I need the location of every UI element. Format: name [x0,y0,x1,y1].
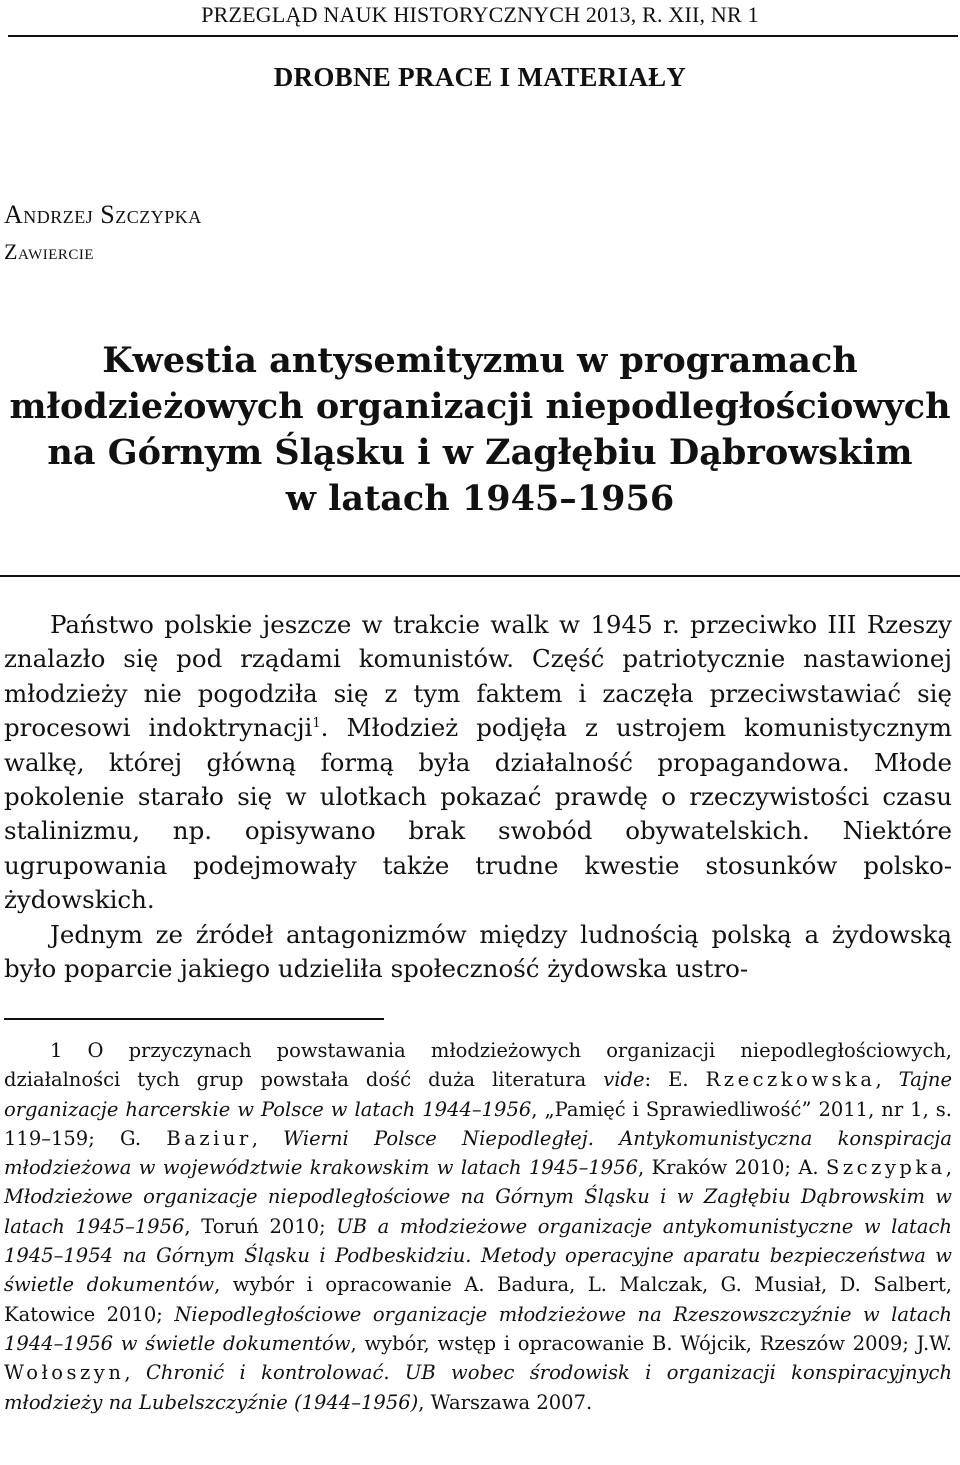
footnote-work-title: Młodzieżowe organizacje niepodległościowe na Górnym Śląsku i w Zagłębiu Dąbrowskim w latach 1945–1956 [4,1185,952,1238]
article-title-line: na Górnym Śląsku i w Zagłębiu Dąbrowskim [47,432,913,473]
footnote-number: 1 [50,1039,63,1062]
footnote-text: , „Pamięć i Sprawiedliwość” 2011, nr 1, s. 119–159; G. [4,1097,952,1150]
footnote-divider [4,1018,384,1020]
footnote-text: , Toruń 2010; [184,1214,337,1238]
footnote-italic: vide [603,1068,645,1092]
footnote-text: : E. [644,1068,706,1092]
article-title-line: Kwestia antysemityzmu w programach [102,340,858,381]
footnote-text: , Warszawa 2007. [418,1390,593,1414]
footnote-author: Baziur [166,1126,252,1150]
footnote-text: , Kraków 2010; A. [638,1156,827,1180]
footnote-text: O przyczynach powstawania młodzieżowych organizacji niepodległościowych, działalności tych grup powstała dość duża literatura [4,1039,952,1092]
title-divider [0,575,960,577]
footnote-work-title: Tajne organizacje harcerskie w Polsce w latach 1944–1956 [4,1068,952,1121]
footnote-reference[interactable]: 1 [312,716,321,732]
article-body [4,608,952,986]
footnote-text: , [251,1126,284,1150]
header-divider [8,35,958,37]
footnote-text: , [945,1156,952,1180]
body-text-segment: Państwo polskie jeszcze w trakcie walk w 1945 r. przeciwko III Rzeszy znalazło się pod rządami komunistów. Część patriotycznie nastawionej młodzieży nie pogodziła się z tym faktem i zaczęła przeciwstawiać się procesowi indoktrynacji [4,610,952,743]
footnote-work-title: Niepodległościowe organizacje młodzieżowe na Rzeszowszczyźnie w latach 1944–1956 w świetle dokumentów [4,1302,952,1355]
footnote-work-title: UB a młodzieżowe organizacje antykomunistyczne w latach 1945–1954 na Górnym Śląsku i Podbeskidziu. Metody operacyjne aparatu bezpieczeństwa w świetle dokumentów [4,1214,952,1297]
footnote-work-title: Wierni Polsce Niepodległej. Antykomunistyczna konspiracja młodzieżowa w województwie krakowskim w latach 1945–1956 [4,1126,952,1180]
footnote-author: Wołoszyn [4,1361,125,1385]
author-affiliation: Zawiercie [4,239,95,264]
footnote-text: , wybór, wstęp i opracowanie B. Wójcik, Rzeszów 2009; J.W. [350,1331,952,1355]
footnote-text: , [875,1068,899,1092]
footnote-author: Szczypka [826,1156,946,1180]
running-head: PRZEGLĄD NAUK HISTORYCZNYCH 2013, R. XII, NR 1 [201,2,759,27]
body-text-segment: . Młodzież podjęła z ustrojem komunistycznym walkę, której główną formą była działalność propagandowa. Młode pokolenie starało się w ulotkach pokazać prawdę o rzeczywistości czasu stalinizmu, np. opisywano brak swobód obywatelskich. Niektóre ugrupowania podejmowały także trudne kwestie stosunków polsko-żydowskich. [4,713,952,915]
article-title-line: w latach 1945–1956 [285,478,675,519]
body-paragraph: Jednym ze źródeł antagonizmów między ludnością polską a żydowską było poparcie jakiego udzieliła społeczność żydowska ustro- [4,919,952,984]
footnote [4,1036,952,1417]
section-title: DROBNE PRACE I MATERIAŁY [273,62,687,92]
footnote-text: , wybór i opracowanie A. Badura, L. Malczak, G. Musiał, D. Salbert, Katowice 2010; [4,1273,952,1326]
article-title [0,338,960,522]
footnote-author: Rzeczkowska [705,1068,876,1092]
footnote-work-title: Chronić i kontrolować. UB wobec środowisk i organizacji konspiracyjnych młodzieży na Lubelszczyźnie (1944–1956) [4,1361,952,1414]
author-name: Andrzej Szczypka [4,200,202,229]
article-title-line: młodzieżowych organizacji niepodległościowych [9,386,951,427]
footnote-text: , [124,1361,146,1385]
body-paragraph [4,608,952,918]
